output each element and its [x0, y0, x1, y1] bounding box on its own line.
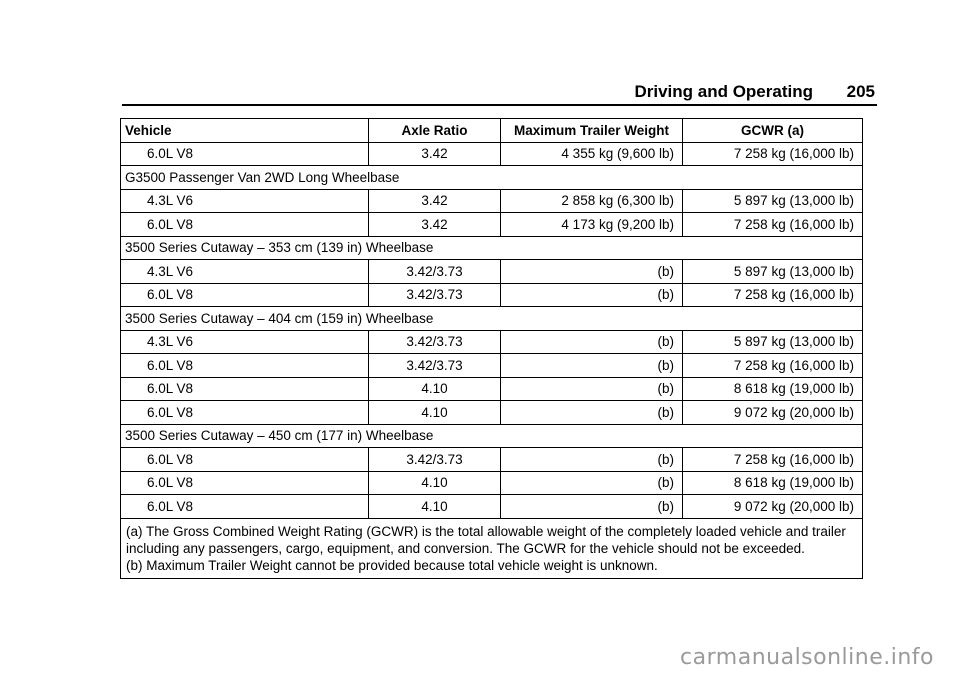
table-row — [121, 213, 863, 237]
max-trailer-weight-cell: 2 858 kg (6,300 lb) — [501, 189, 683, 213]
vehicle-cell: 6.0L V8 — [121, 283, 369, 307]
vehicle-cell: 6.0L V8 — [121, 377, 369, 401]
section-title-cell: G3500 Passenger Van 2WD Long Wheelbase — [121, 166, 863, 190]
axle-ratio-cell: 3.42/3.73 — [369, 330, 501, 354]
axle-ratio-cell: 4.10 — [369, 377, 501, 401]
watermark: carmanualsonline.info — [680, 645, 934, 670]
gcwr-cell: 8 618 kg (19,000 lb) — [683, 377, 863, 401]
section-row — [121, 236, 863, 260]
table-row — [121, 189, 863, 213]
max-trailer-weight-cell: (b) — [501, 401, 683, 425]
gcwr-cell: 7 258 kg (16,000 lb) — [683, 448, 863, 472]
max-trailer-weight-cell: (b) — [501, 283, 683, 307]
axle-ratio-cell: 3.42 — [369, 142, 501, 166]
max-trailer-weight-cell: (b) — [501, 377, 683, 401]
axle-ratio-cell: 3.42/3.73 — [369, 354, 501, 378]
section-title-cell: 3500 Series Cutaway – 404 cm (159 in) Wheelbase — [121, 307, 863, 331]
axle-ratio-cell: 3.42 — [369, 213, 501, 237]
axle-ratio-cell: 4.10 — [369, 401, 501, 425]
gcwr-cell: 7 258 kg (16,000 lb) — [683, 354, 863, 378]
table-row — [121, 471, 863, 495]
table-row — [121, 142, 863, 166]
footnote: (a) The Gross Combined Weight Rating (GCWR) is the total allowable weight of the completely loaded vehicle and trailer including any passengers, cargo, equipment, and conversion. The GCWR for the vehicle should not be exceeded. — [126, 523, 846, 556]
max-trailer-weight-cell: (b) — [501, 495, 683, 519]
gcwr-cell: 9 072 kg (20,000 lb) — [683, 495, 863, 519]
gcwr-cell: 5 897 kg (13,000 lb) — [683, 330, 863, 354]
section-title-cell: 3500 Series Cutaway – 450 cm (177 in) Wheelbase — [121, 424, 863, 448]
column-header-gcwr: GCWR (a) — [683, 119, 863, 143]
max-trailer-weight-cell: 4 355 kg (9,600 lb) — [501, 142, 683, 166]
gcwr-cell: 7 258 kg (16,000 lb) — [683, 142, 863, 166]
page-number: 205 — [846, 82, 875, 101]
vehicle-cell: 6.0L V8 — [121, 142, 369, 166]
max-trailer-weight-cell: 4 173 kg (9,200 lb) — [501, 213, 683, 237]
section-row — [121, 424, 863, 448]
vehicle-cell: 6.0L V8 — [121, 354, 369, 378]
max-trailer-weight-cell: (b) — [501, 448, 683, 472]
vehicle-cell: 6.0L V8 — [121, 495, 369, 519]
gcwr-cell: 7 258 kg (16,000 lb) — [683, 213, 863, 237]
section-row — [121, 307, 863, 331]
gcwr-cell: 8 618 kg (19,000 lb) — [683, 471, 863, 495]
axle-ratio-cell: 4.10 — [369, 471, 501, 495]
gcwr-cell: 5 897 kg (13,000 lb) — [683, 189, 863, 213]
table-row — [121, 401, 863, 425]
section-row — [121, 166, 863, 190]
table-row — [121, 330, 863, 354]
vehicle-cell: 6.0L V8 — [121, 448, 369, 472]
table-header — [121, 119, 863, 143]
table-row — [121, 354, 863, 378]
vehicle-cell: 4.3L V6 — [121, 330, 369, 354]
table-row — [121, 283, 863, 307]
column-header-vehicle: Vehicle — [121, 119, 369, 143]
column-header-max-trailer-weight: Maximum Trailer Weight — [501, 119, 683, 143]
table-row — [121, 448, 863, 472]
footnote: (b) Maximum Trailer Weight cannot be provided because total vehicle weight is unknown. — [126, 557, 658, 573]
vehicle-cell: 6.0L V8 — [121, 401, 369, 425]
max-trailer-weight-cell: (b) — [501, 330, 683, 354]
trailer-weight-table — [120, 118, 863, 579]
section-title-cell: 3500 Series Cutaway – 353 cm (139 in) Wheelbase — [121, 236, 863, 260]
table-body — [121, 142, 863, 578]
notes-cell — [121, 518, 863, 578]
axle-ratio-cell: 4.10 — [369, 495, 501, 519]
axle-ratio-cell: 3.42/3.73 — [369, 283, 501, 307]
table-row — [121, 495, 863, 519]
max-trailer-weight-cell: (b) — [501, 354, 683, 378]
gcwr-cell: 9 072 kg (20,000 lb) — [683, 401, 863, 425]
table-row — [121, 260, 863, 284]
table-row — [121, 377, 863, 401]
vehicle-cell: 6.0L V8 — [121, 213, 369, 237]
vehicle-cell: 4.3L V6 — [121, 189, 369, 213]
column-header-axle-ratio: Axle Ratio — [369, 119, 501, 143]
max-trailer-weight-cell: (b) — [501, 471, 683, 495]
axle-ratio-cell: 3.42/3.73 — [369, 448, 501, 472]
page-header — [122, 80, 877, 106]
vehicle-cell: 4.3L V6 — [121, 260, 369, 284]
notes-row — [121, 518, 863, 578]
vehicle-cell: 6.0L V8 — [121, 471, 369, 495]
axle-ratio-cell: 3.42/3.73 — [369, 260, 501, 284]
section-title: Driving and Operating — [634, 82, 813, 101]
header-row — [121, 119, 863, 143]
gcwr-cell: 5 897 kg (13,000 lb) — [683, 260, 863, 284]
max-trailer-weight-cell: (b) — [501, 260, 683, 284]
gcwr-cell: 7 258 kg (16,000 lb) — [683, 283, 863, 307]
axle-ratio-cell: 3.42 — [369, 189, 501, 213]
